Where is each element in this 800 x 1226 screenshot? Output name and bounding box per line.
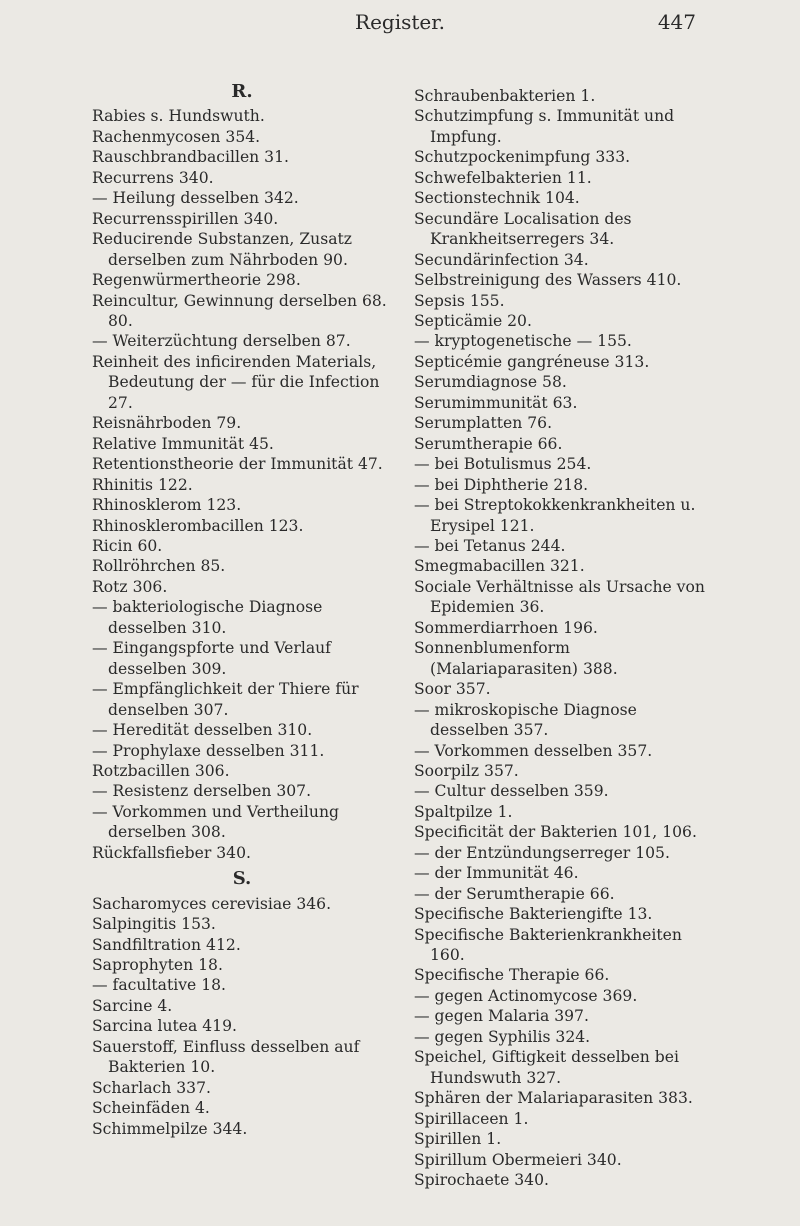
index-entry: — mikroskopische Diagnose desselben 357. xyxy=(414,700,637,740)
index-entry: Spirillen 1. xyxy=(414,1130,502,1149)
index-entry: Sandfiltration 412. xyxy=(92,935,241,954)
index-entry: Retentionstheorie der Immunität 47. xyxy=(92,455,383,474)
index-entry: Rabies s. Hundswuth. xyxy=(92,107,265,126)
index-entry: Sarcina lutea 419. xyxy=(92,1017,237,1036)
index-entry: — kryptogenetische — 155. xyxy=(414,332,632,351)
index-entry: — Heredität desselben 310. xyxy=(92,721,313,740)
index-entry: — bei Tetanus 244. xyxy=(414,536,566,555)
index-entry: Reincultur, Gewinnung derselben 68. 80. xyxy=(92,291,387,330)
index-entry: Sectionstechnik 104. xyxy=(414,189,580,208)
index-entry: Salpingitis 153. xyxy=(92,915,216,934)
index-entry: Rhinosklerom 123. xyxy=(92,496,242,515)
index-entry: Septicämie 20. xyxy=(414,311,532,330)
index-entry: Soorpilz 357. xyxy=(414,761,519,780)
index-entry: — bakteriologische Diagnose desselben 310. xyxy=(92,598,323,637)
index-entry: Secundärinfection 34. xyxy=(414,250,589,269)
index-entry: — gegen Actinomycose 369. xyxy=(414,986,638,1005)
index-entry: Sepsis 155. xyxy=(414,291,505,310)
index-entry: — der Entzündungserreger 105. xyxy=(414,843,670,862)
index-entry: Recurrensspirillen 340. xyxy=(92,209,279,228)
index-entry: Specifische Bakterienkrankheiten 160. xyxy=(414,925,682,965)
running-title: Register. xyxy=(355,10,445,34)
index-entry: — Eingangspforte und Verlauf desselben 309. xyxy=(92,639,331,678)
index-entry: — der Serumtherapie 66. xyxy=(414,884,615,903)
index-entry: Regenwürmertheorie 298. xyxy=(92,271,301,290)
index-column-left xyxy=(92,81,392,1139)
index-entry: Spirillaceen 1. xyxy=(414,1109,529,1128)
index-entry: Specifische Therapie 66. xyxy=(414,966,610,985)
index-entry: Serumdiagnose 58. xyxy=(414,373,567,392)
index-entry: — Empfänglichkeit der Thiere für denselben 307. xyxy=(92,680,359,719)
index-entry: Soor 357. xyxy=(414,680,491,699)
index-entry: Spirillum Obermeieri 340. xyxy=(414,1150,622,1169)
index-entry: Ricin 60. xyxy=(92,536,163,555)
index-entry: Spirochaete 340. xyxy=(414,1171,549,1190)
index-entry: — bei Botulismus 254. xyxy=(414,455,592,474)
index-entry: Smegmabacillen 321. xyxy=(414,557,585,576)
page-header xyxy=(0,10,800,40)
index-entry: Schwefelbakterien 11. xyxy=(414,168,592,187)
section-letter: R. xyxy=(231,81,253,102)
index-entry: Serumtherapie 66. xyxy=(414,434,563,453)
index-entry: Rauschbrandbacillen 31. xyxy=(92,148,289,167)
index-entry: Sacharomyces cerevisiae 346. xyxy=(92,894,332,913)
index-entry: — Vorkommen desselben 357. xyxy=(414,741,653,760)
index-entry: Selbstreinigung des Wassers 410. xyxy=(414,271,682,290)
index-entry: — Weiterzüchtung derselben 87. xyxy=(92,332,351,351)
index-entry: Speichel, Giftigkeit desselben bei Hundswuth 327. xyxy=(414,1048,679,1087)
index-entry: Rotzbacillen 306. xyxy=(92,761,230,780)
index-entry: Rachenmycosen 354. xyxy=(92,127,261,146)
index-entry: Sphären der Malariaparasiten 383. xyxy=(414,1089,693,1108)
index-entry: — Prophylaxe desselben 311. xyxy=(92,741,325,760)
index-entry: Recurrens 340. xyxy=(92,168,214,187)
index-entry: Sarcine 4. xyxy=(92,996,173,1015)
index-entry: — facultative 18. xyxy=(92,976,226,995)
index-entry: Septicémie gangréneuse 313. xyxy=(414,352,650,371)
section-letter: S. xyxy=(232,868,252,890)
index-entry: Serumplatten 76. xyxy=(414,414,553,433)
index-entry: Schimmelpilze 344. xyxy=(92,1119,248,1138)
index-entry: — gegen Syphilis 324. xyxy=(414,1027,591,1046)
index-entry: Rückfallsfieber 340. xyxy=(92,843,251,862)
index-entry: Saprophyten 18. xyxy=(92,956,223,975)
index-entry: Scheinfäden 4. xyxy=(92,1099,210,1118)
index-entry: — bei Streptokokkenkrankheiten u. Erysipel 121. xyxy=(414,496,696,535)
index-entry: — Cultur desselben 359. xyxy=(414,782,609,801)
index-entry: Schutzimpfung s. Immunität und Impfung. xyxy=(414,107,675,146)
page-number: 447 xyxy=(657,10,696,34)
index-entry: — gegen Malaria 397. xyxy=(414,1007,589,1026)
index-entry: Specificität der Bakterien 101, 106. xyxy=(414,823,697,842)
index-entry: Secundäre Localisation des Krankheitserregers 34. xyxy=(414,209,632,249)
index-entry: Schutzpockenimpfung 333. xyxy=(414,148,631,167)
index-entry: Scharlach 337. xyxy=(92,1078,211,1097)
index-entry: Serumimmunität 63. xyxy=(414,393,578,412)
index-entry: Reducirende Substanzen, Zusatz derselben zum Nährboden 90. xyxy=(92,230,352,269)
index-entry: Specifische Bakteriengifte 13. xyxy=(414,905,653,924)
index-entry: Reisnährboden 79. xyxy=(92,414,242,433)
index-entry: — Heilung desselben 342. xyxy=(92,189,299,208)
index-entry: Rotz 306. xyxy=(92,577,168,596)
index-entry: Schraubenbakterien 1. xyxy=(414,87,596,105)
index-entry: Sociale Verhältnisse als Ursache von Epidemien 36. xyxy=(414,577,705,617)
index-entry: Reinheit des inficirenden Materials, Bedeutung der — für die Infection 27. xyxy=(92,352,380,412)
index-entry: — Vorkommen und Vertheilung derselben 308. xyxy=(92,802,339,842)
index-entry: Relative Immunität 45. xyxy=(92,434,274,453)
index-entry: Sauerstoff, Einfluss desselben auf Bakterien 10. xyxy=(92,1037,360,1077)
index-entry: Sommerdiarrhoen 196. xyxy=(414,618,598,637)
index-entry: — Resistenz derselben 307. xyxy=(92,782,312,801)
index-entry: Spaltpilze 1. xyxy=(414,802,513,821)
index-entry: — bei Diphtherie 218. xyxy=(414,475,589,494)
index-entry: Rhinitis 122. xyxy=(92,475,193,494)
index-column-right xyxy=(414,86,714,1190)
index-entry: Sonnenblumenform (Malariaparasiten) 388. xyxy=(414,639,618,678)
index-entry: — der Immunität 46. xyxy=(414,864,579,883)
index-entry: Rhinosklerombacillen 123. xyxy=(92,516,304,535)
index-entry: Rollröhrchen 85. xyxy=(92,557,226,576)
